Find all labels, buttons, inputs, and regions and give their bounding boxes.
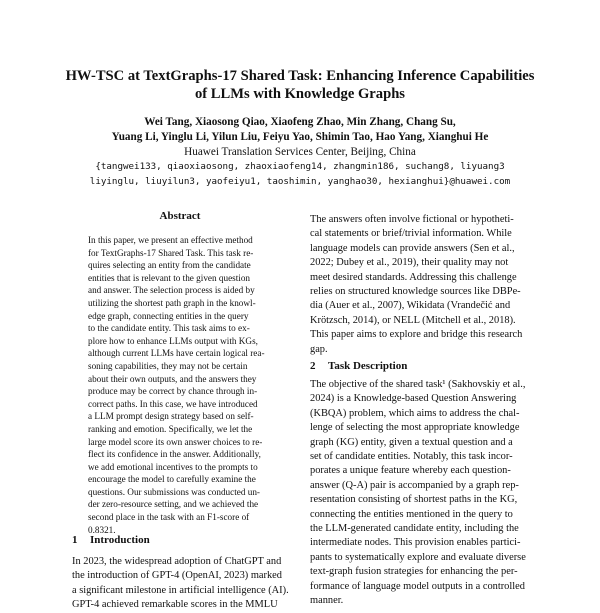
authors-line-1: Wei Tang, Xiaosong Qiao, Xiaofeng Zhao, Min Zhang, Chang Su, <box>144 116 456 128</box>
abstract-line: about their own outputs, and the answers they <box>88 373 257 384</box>
emails-line-2: liyinglu, liuyilun3, yaofeiyu1, taoshimin, yanghao30, hexianghui}@huawei.com <box>89 176 511 187</box>
affiliation: Huawei Translation Services Center, Beijing, China <box>184 146 416 158</box>
abstract-line: soning capabilities, they may not be certain <box>88 360 248 371</box>
task-description-line: intermediate nodes. This provision enables partici- <box>310 537 521 549</box>
emails-line-1: {tangwei133, qiaoxiaosong, zhaoxiaofeng14, zhangmin186, suchang8, liyuang3 <box>95 161 505 172</box>
introduction-line: GPT-4 achieved remarkable scores in the MMLU <box>72 599 278 611</box>
abstract-line: plore how to enhance LLMs output with KGs, <box>88 335 258 346</box>
paper-title <box>40 67 560 103</box>
abstract-line: edge graph, connecting entities in the query <box>88 310 249 321</box>
introduction-title: Introduction <box>90 534 150 546</box>
abstract-line: der zero-resource setting, and we achieved the <box>88 499 259 510</box>
task-description-line: connecting the entities mentioned in the query to <box>310 508 513 520</box>
task-description-line: text-graph fusion strategies for enhancing the per- <box>310 566 518 578</box>
task-description-heading <box>310 360 407 372</box>
task-description-title: Task Description <box>328 360 408 372</box>
abstract-body <box>88 234 274 536</box>
task-description-line: formance of language model outputs in a controlled <box>310 580 525 592</box>
right-column-paragraph <box>310 213 534 357</box>
authors-line-2: Yuang Li, Yinglu Li, Yilun Liu, Feiyu Yao, Shimin Tao, Hao Yang, Xianghui He <box>111 131 489 143</box>
introduction-line: the introduction of GPT-4 (OpenAI, 2023) marked <box>72 570 282 582</box>
task-description-line: lenge of selecting the most appropriate knowledge <box>310 422 520 434</box>
right-column-line: 2022; Dubey et al., 2019), their quality may not <box>310 257 509 269</box>
abstract-line: large model score its own answer choices to re- <box>88 436 263 447</box>
abstract-line: we add emotional incentives to the prompts to <box>88 461 258 472</box>
abstract-line: a LLM prompt design strategy based on self- <box>88 411 254 422</box>
introduction-number: 1 <box>72 534 78 546</box>
abstract-line: and answer. The selection process is aided by <box>88 285 255 296</box>
right-column-line: dia (Auer et al., 2007), Wikidata (Vrandečić and <box>310 300 511 312</box>
abstract-heading: Abstract <box>159 210 201 222</box>
task-description-line: The objective of the shared task¹ (Sakhovskiy et al., <box>310 379 526 390</box>
abstract-line: flect its confidence in the answer. Additionally, <box>88 449 261 460</box>
abstract-line: produce may be correct by chance through in- <box>88 386 258 397</box>
right-column-line: language models can provide answers (Sen et al., <box>310 242 515 254</box>
right-column-line: gap. <box>310 343 328 355</box>
task-description-number: 2 <box>310 360 316 372</box>
task-description-line: porates a unique feature whereby each question- <box>310 465 511 477</box>
task-description-line: the LLM-generated candidate entity, including the <box>310 523 519 535</box>
abstract-line: for TextGraphs-17 Shared Task. This task re- <box>88 247 254 258</box>
introduction-line: In 2023, the widespread adoption of ChatGPT and <box>72 556 282 567</box>
abstract-line: correct paths. In this case, we have introduced <box>88 398 258 409</box>
right-column-line: The answers often involve fictional or hypotheti- <box>310 214 514 225</box>
email-list <box>40 159 560 189</box>
abstract-line: encourage the model to carefully examine the <box>88 474 256 485</box>
right-column-intro-continuation <box>310 213 534 357</box>
right-column-line: relies on structured knowledge sources like DBPe- <box>310 286 521 298</box>
abstract-line: 0.8321. <box>88 524 116 535</box>
abstract-line: quires selecting an entity from the candidate <box>88 260 251 271</box>
task-description-paragraph <box>310 378 534 609</box>
task-description-line: 2024) is a Knowledge-based Question Answering <box>310 393 517 405</box>
abstract-line: questions. Our submissions was conducted un- <box>88 486 260 497</box>
abstract-line: entities that is relevant to the given question <box>88 272 251 283</box>
author-list <box>40 115 560 145</box>
task-description-line: graph (KG) entity, given a textual question and a <box>310 436 513 448</box>
right-column-line: Krötzsch, 2014), or NELL (Mitchell et al., 2018). <box>310 314 516 326</box>
introduction-paragraph <box>72 555 298 613</box>
introduction-body <box>72 555 298 613</box>
abstract-line: although current LLMs have certain logical rea- <box>88 348 265 359</box>
introduction-heading <box>72 534 150 546</box>
right-column-line: This paper aims to explore and bridge this research <box>310 329 523 341</box>
title-line-2: of LLMs with Knowledge Graphs <box>194 86 405 102</box>
task-description-line: (KBQA) problem, which aims to address the chal- <box>310 407 520 419</box>
abstract-line: second place in the task with an F1-score of <box>88 512 250 523</box>
task-description-line: pants to systematically explore and evaluate diverse <box>310 551 526 563</box>
title-line-1: HW-TSC at TextGraphs-17 Shared Task: Enhancing Inference Capabilities <box>65 68 535 84</box>
right-column-line: meet desired standards. Addressing this challenge <box>310 271 517 283</box>
task-description-line: resentation consisting of shortest paths in the KG, <box>310 494 518 506</box>
right-column-line: cal statements or brief/trivial information. While <box>310 228 512 240</box>
abstract-paragraph <box>88 234 274 536</box>
abstract-line: ranking and emotion. Specifically, we let the <box>88 423 253 434</box>
task-description-line: set of candidate entities. Notably, this task incor- <box>310 451 513 463</box>
task-description-line: manner. <box>310 595 344 607</box>
introduction-line: a significant milestone in artificial intelligence (AI). <box>72 584 289 596</box>
abstract-line: to the candidate entity. This task aims to ex- <box>88 323 250 334</box>
abstract-line: In this paper, we present an effective method <box>88 235 253 245</box>
task-description-body <box>310 378 534 609</box>
abstract-line: utilizing the shortest path graph in the knowl- <box>88 297 256 308</box>
task-description-line: answer (Q-A) pair is accompanied by a graph rep- <box>310 479 519 491</box>
